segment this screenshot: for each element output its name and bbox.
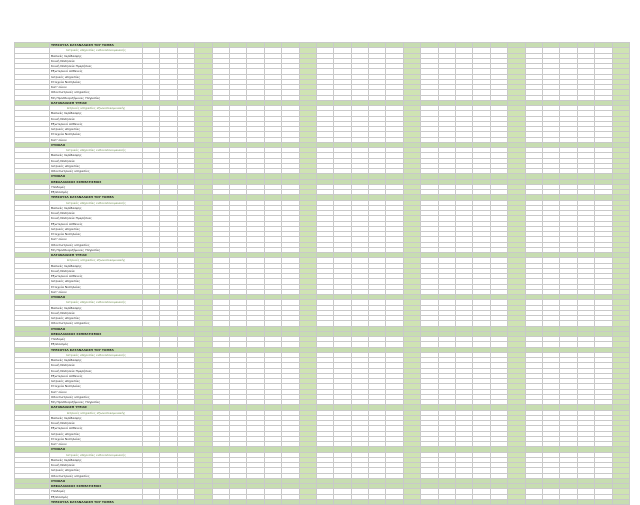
row-label[interactable]: Βασικές περίθαλψης (50, 111, 143, 116)
row-label[interactable]: Κατ' οίκον (50, 137, 143, 142)
row-label[interactable]: ΣΥΝΟΛΟ (50, 142, 143, 147)
row-label[interactable]: ΚΕΦΑΛΑΙΑΚΟΣ ΣΧΗΜΑΤΙΣΜΟΣ (50, 179, 143, 184)
row-label[interactable]: Μη Προσδιοριζόμενες Υπηρεσίες (50, 400, 143, 405)
row-label[interactable]: ΚΕΦΑΛΑΙΑΚΟΣ ΣΧΗΜΑΤΙΣΜΟΣ (50, 484, 143, 489)
row-label[interactable]: Βασικές περίθαλψης (50, 457, 143, 462)
table-cell[interactable] (421, 499, 438, 504)
row-label[interactable]: Κατ' οίκον (50, 237, 143, 242)
row-code[interactable] (15, 499, 50, 504)
row-label[interactable]: Υποδομές (50, 489, 143, 494)
table-cell[interactable] (299, 499, 316, 504)
table-cell[interactable] (247, 499, 264, 504)
table-cell[interactable] (542, 499, 559, 504)
row-label[interactable]: Κοινή Νοσηλεία (50, 211, 143, 216)
row-label[interactable]: Ιατρικές υπηρεσίες ενδονοσοκομειακής (50, 48, 143, 53)
row-label[interactable]: Ιατρικές υπηρεσίες (50, 226, 143, 231)
table-cell[interactable] (612, 499, 629, 504)
row-label[interactable]: Ιατρικές υπηρεσίες (50, 316, 143, 321)
row-label[interactable]: Υποδομές (50, 337, 143, 342)
row-label[interactable]: Ιατρικές υπηρεσίες ενδονοσοκομειακής (50, 452, 143, 457)
row-label[interactable]: ΣΥΝΟΛΟ (50, 478, 143, 483)
row-label[interactable]: Εξωτερικοί Ασθενείς (50, 69, 143, 74)
table-cell[interactable] (490, 499, 507, 504)
row-label[interactable]: Εξωτερικοί Ασθενείς (50, 221, 143, 226)
row-label[interactable]: ΤΡΕΧΟΥΣΑ ΚΑΤΑΝΑΛΩΣΗ ΤΟΥ ΤΟΜΕΑ (50, 195, 143, 200)
row-label[interactable]: ΤΡΕΧΟΥΣΑ ΚΑΤΑΝΑΛΩΣΗ ΤΟΥ ΤΟΜΕΑ (50, 43, 143, 48)
row-label[interactable]: Ιατρικές υπηρεσίες (50, 279, 143, 284)
table-cell[interactable] (282, 499, 299, 504)
row-label[interactable]: Οδοντιατρικές υπηρεσίες (50, 473, 143, 478)
row-label[interactable]: ΤΡΕΧΟΥΣΑ ΚΑΤΑΝΑΛΩΣΗ ΤΟΥ ΤΟΜΕΑ (50, 499, 143, 504)
row-label[interactable]: Κοινή Νοσηλεία (50, 158, 143, 163)
row-label[interactable]: Εξωτερικοί Ασθενείς (50, 426, 143, 431)
row-label[interactable]: ΣΥΝΟΛΟ (50, 295, 143, 300)
row-label[interactable]: ΣΥΝΟΛΟ (50, 174, 143, 179)
row-label[interactable]: Βασικές περίθαλψης (50, 263, 143, 268)
row-label[interactable]: Κατ' οίκον (50, 389, 143, 394)
row-label[interactable]: Εξωτερικοί Ασθενείς (50, 274, 143, 279)
row-label[interactable]: Εξοπλισμός (50, 190, 143, 195)
row-label[interactable]: Μη Προσδιοριζόμενες Υπηρεσίες (50, 95, 143, 100)
row-label[interactable]: Ιατρικές υπηρεσίες (50, 468, 143, 473)
row-label[interactable]: Κατ' οίκον (50, 85, 143, 90)
table-cell[interactable] (369, 499, 386, 504)
row-label[interactable]: Ιατρικές υπηρεσίες (50, 74, 143, 79)
table-cell[interactable] (351, 499, 368, 504)
row-label[interactable]: Βασικές περίθαλψης (50, 358, 143, 363)
table-cell[interactable] (334, 499, 351, 504)
row-label[interactable]: Ιατρικές υπηρεσίες ενδονοσοκομειακής (50, 148, 143, 153)
row-label[interactable]: ΚΑΤΑΝΑΛΩΣΗ ΥΓΕΙΑΣ (50, 100, 143, 105)
row-label[interactable]: Στοιχεία Νοσηλείας (50, 436, 143, 441)
row-label[interactable]: Βασικές περίθαλψης (50, 205, 143, 210)
table-cell[interactable] (525, 499, 542, 504)
row-label[interactable]: ΣΥΝΟΛΟ (50, 447, 143, 452)
table-cell[interactable] (264, 499, 281, 504)
row-label[interactable]: Ιατρικές υπηρεσίες ενδονοσοκομειακής (50, 200, 143, 205)
row-label[interactable]: Οδοντιατρικές υπηρεσίες (50, 321, 143, 326)
row-label[interactable]: Κοινή Νοσηλεία (50, 463, 143, 468)
table-cell[interactable] (195, 499, 212, 504)
table-cell[interactable] (212, 499, 229, 504)
row-label[interactable]: Κατ' οίκον (50, 289, 143, 294)
row-label[interactable]: Οδοντιατρικές υπηρεσίες (50, 169, 143, 174)
row-label[interactable]: Ιατρικές υπηρεσίες ενδονοσοκομειακής (50, 352, 143, 357)
table-cell[interactable] (160, 499, 177, 504)
row-label[interactable]: ΣΥΝΟΛΟ (50, 326, 143, 331)
row-label[interactable]: Οδοντιατρικές υπηρεσίες (50, 242, 143, 247)
row-label[interactable]: Κοινή Νοσηλεία Ημερήσιας (50, 64, 143, 69)
spreadsheet-table (14, 42, 630, 505)
row-label[interactable]: Ιατρικές υπηρεσίες (50, 127, 143, 132)
table-cell[interactable] (577, 499, 594, 504)
row-label[interactable]: Εξωτερικοί Ασθενείς (50, 373, 143, 378)
table-cell[interactable] (595, 499, 612, 504)
table-cell[interactable] (316, 499, 333, 504)
row-label[interactable]: Κοινή Νοσηλεία Ημερήσιας (50, 216, 143, 221)
row-label[interactable]: Βασικές περίθαλψης (50, 153, 143, 158)
row-label[interactable]: Υποδομές (50, 184, 143, 189)
row-label[interactable]: Οδοντιατρικές υπηρεσίες (50, 90, 143, 95)
row-label[interactable]: Εξοπλισμός (50, 342, 143, 347)
row-label[interactable]: Κοινή Νοσηλεία (50, 421, 143, 426)
row-label[interactable]: Κοινή Νοσηλεία (50, 58, 143, 63)
row-label[interactable]: Οδοντιατρικές υπηρεσίες (50, 394, 143, 399)
table-cell[interactable] (456, 499, 473, 504)
row-label[interactable]: ΤΡΕΧΟΥΣΑ ΚΑΤΑΝΑΛΩΣΗ ΤΟΥ ΤΟΜΕΑ (50, 347, 143, 352)
row-label[interactable]: Στοιχεία Νοσηλείας (50, 79, 143, 84)
row-label[interactable]: Ιατρικές υπηρεσίες (50, 431, 143, 436)
row-label[interactable]: ΚΑΤΑΝΑΛΩΣΗ ΥΓΕΙΑΣ (50, 253, 143, 258)
row-label[interactable]: Κοινή Νοσηλεία (50, 116, 143, 121)
row-label[interactable]: Στοιχεία Νοσηλείας (50, 284, 143, 289)
row-label[interactable]: Κοινή Νοσηλεία Ημερήσιας (50, 368, 143, 373)
row-label[interactable]: Ιατρικές υπηρεσίες εξωνοσοκομειακής (50, 410, 143, 415)
table-cell[interactable] (177, 499, 194, 504)
row-label[interactable]: Βασικές περίθαλψης (50, 305, 143, 310)
table-cell[interactable] (403, 499, 420, 504)
row-label[interactable]: Εξοπλισμός (50, 494, 143, 499)
table-cell[interactable] (229, 499, 246, 504)
row-label[interactable]: Ιατρικές υπηρεσίες ενδονοσοκομειακής (50, 300, 143, 305)
table-cell[interactable] (143, 499, 160, 504)
table-cell[interactable] (508, 499, 525, 504)
row-label[interactable]: Βασικές περίθαλψης (50, 53, 143, 58)
row-label[interactable]: Κατ' οίκον (50, 442, 143, 447)
table-cell[interactable] (473, 499, 490, 504)
row-label[interactable]: Ιατρικές υπηρεσίες εξωνοσοκομειακής (50, 106, 143, 111)
table-cell[interactable] (438, 499, 455, 504)
row-label[interactable]: Στοιχεία Νοσηλείας (50, 132, 143, 137)
row-label[interactable]: ΚΕΦΑΛΑΙΑΚΟΣ ΣΧΗΜΑΤΙΣΜΟΣ (50, 331, 143, 336)
row-label[interactable]: Μη Προσδιοριζόμενες Υπηρεσίες (50, 247, 143, 252)
row-label[interactable]: Κοινή Νοσηλεία (50, 268, 143, 273)
row-label[interactable]: Ιατρικές υπηρεσίες (50, 379, 143, 384)
row-label[interactable]: ΚΑΤΑΝΑΛΩΣΗ ΥΓΕΙΑΣ (50, 405, 143, 410)
row-label[interactable]: Κοινή Νοσηλεία (50, 363, 143, 368)
row-label[interactable]: Εξωτερικοί Ασθενείς (50, 121, 143, 126)
row-label[interactable]: Στοιχεία Νοσηλείας (50, 232, 143, 237)
row-label[interactable]: Κοινή Νοσηλεία (50, 310, 143, 315)
row-label[interactable]: Ιατρικές υπηρεσίες εξωνοσοκομειακής (50, 258, 143, 263)
table-row (15, 499, 630, 504)
spreadsheet-body (15, 43, 630, 505)
table-cell[interactable] (386, 499, 403, 504)
row-label[interactable]: Ιατρικές υπηρεσίες (50, 163, 143, 168)
table-cell[interactable] (560, 499, 577, 504)
row-label[interactable]: Στοιχεία Νοσηλείας (50, 384, 143, 389)
row-label[interactable]: Βασικές περίθαλψης (50, 415, 143, 420)
